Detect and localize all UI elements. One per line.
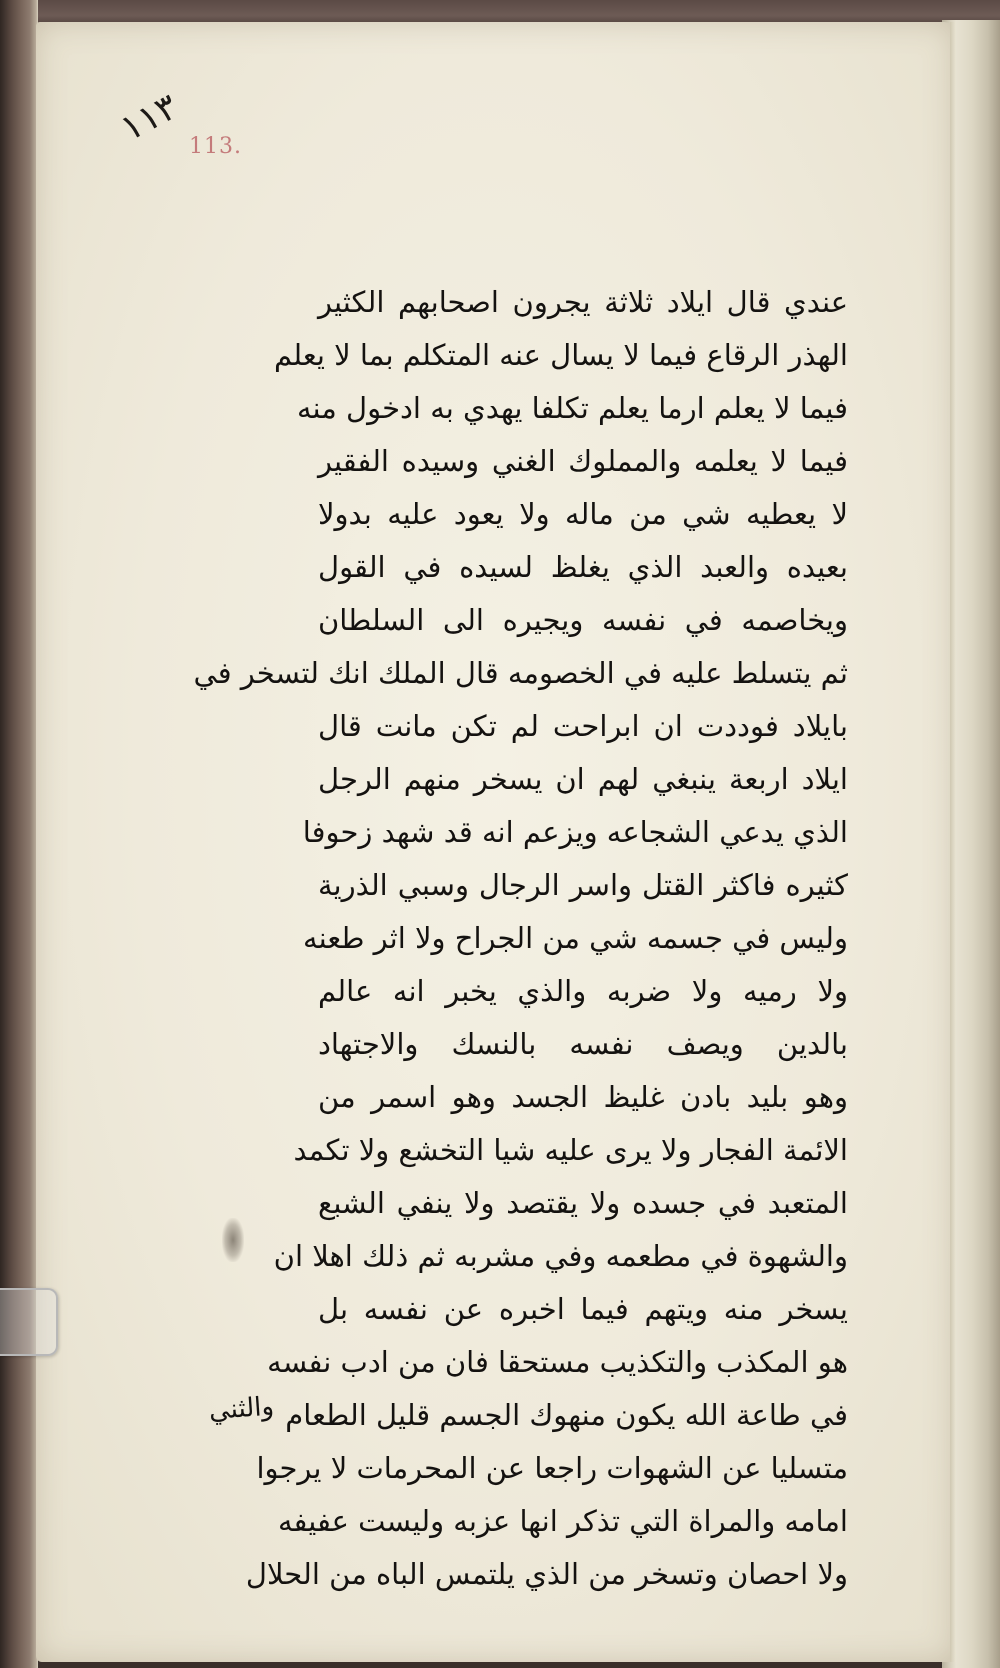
text-line: وهو بليد بادن غليظ الجسد وهو اسمر من xyxy=(318,1080,848,1114)
text-line: ثم يتسلط عليه في الخصومه قال الملك انك لتسخر في xyxy=(193,656,848,690)
text-line: متسليا عن الشهوات راجعا عن المحرمات لا يرجوا xyxy=(256,1451,848,1485)
text-line: يسخر منه ويتهم فيما اخبره عن نفسه بل xyxy=(318,1292,848,1326)
text-line: فيما لا يعلم ارما يعلم تكلفا يهدي به ادخول منه xyxy=(296,391,848,425)
text-line: وليس في جسمه شي من الجراح ولا اثر طعنه xyxy=(303,921,848,955)
text-line: هو المكذب والتكذيب مستحقا فان من ادب نفسه xyxy=(267,1345,848,1379)
folio-number-pencil: 113. xyxy=(189,134,242,159)
text-line: الائمة الفجار ولا يرى عليه شيا التخشع ولا تكمد xyxy=(293,1133,848,1167)
book-binding-left xyxy=(0,0,38,1668)
page-clip xyxy=(0,1288,58,1356)
text-line: امامه والمراة التي تذكر انها عزبه وليست عفيفه xyxy=(277,1504,848,1538)
text-line: الهذر الرقاع فيما لا يسال عنه المتكلم بما لا يعلم xyxy=(273,338,848,372)
text-line: بعيده والعبد الذي يغلظ لسيده في القول xyxy=(318,550,848,584)
text-line: فيما لا يعلمه والمملوك الغني وسيده الفقير xyxy=(318,444,848,478)
text-line: والشهوة في مطعمه وفي مشربه ثم ذلك اهلا ان xyxy=(273,1239,848,1273)
page-edge xyxy=(950,22,956,1662)
text-line: ايلاد اربعة ينبغي لهم ان يسخر منهم الرجل xyxy=(318,762,848,796)
text-line: كثيره فاكثر القتل واسر الرجال وسبي الذرية xyxy=(318,868,848,902)
catchword: والثني xyxy=(207,1391,275,1427)
text-line: عندي قال ايلاد ثلاثة يجرون اصحابهم الكثير xyxy=(318,285,848,319)
text-line: ويخاصمه في نفسه ويجيره الى السلطان xyxy=(318,603,848,637)
text-line: بالدين ويصف نفسه بالنسك والاجتهاد xyxy=(318,1027,848,1061)
text-line: لا يعطيه شي من ماله ولا يعود عليه بدولا xyxy=(318,497,848,531)
text-line: بايلاد فوددت ان ابراحت لم تكن مانت قال xyxy=(318,709,848,743)
text-line: الذي يدعي الشجاعه ويزعم انه قد شهد زحوفا xyxy=(302,815,848,849)
text-line: ولا رميه ولا ضربه والذي يخبر انه عالم xyxy=(318,974,848,1008)
ink-smudge xyxy=(222,1218,244,1262)
text-line: المتعبد في جسده ولا يقتصد ولا ينفي الشبع xyxy=(318,1186,848,1220)
text-line: في طاعة الله يكون منهوك الجسم قليل الطعام xyxy=(285,1398,848,1432)
text-line: ولا احصان وتسخر من الذي يلتمس الباه من الحلال xyxy=(245,1557,848,1591)
folio-number-handwritten: ١١٣ xyxy=(114,86,185,150)
